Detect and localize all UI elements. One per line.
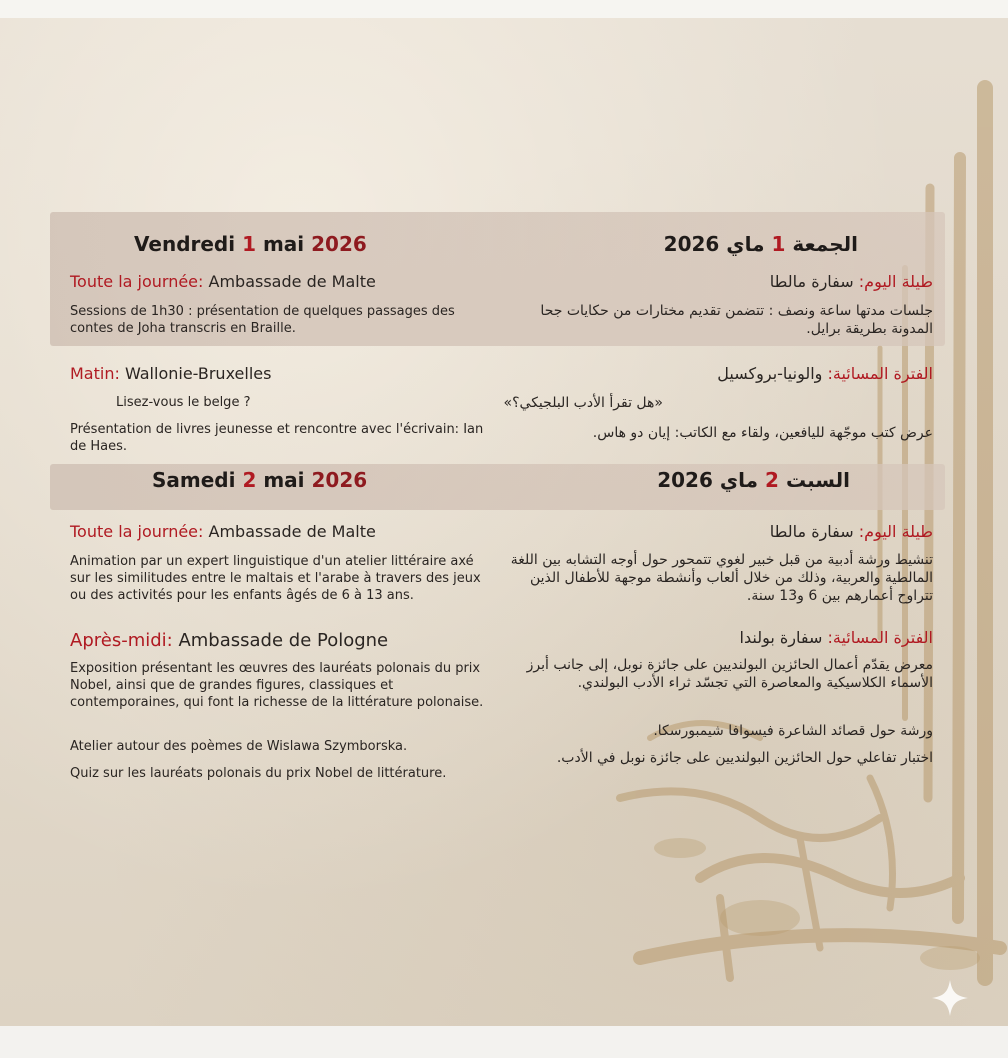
saturday-fr-afternoon: Après-midi: Ambassade de Pologne (70, 630, 389, 651)
friday-ar-evening-title: «هل تقرأ الأدب البلجيكي؟» (503, 395, 663, 411)
saturday-fr-workshop: Atelier autour des poèmes de Wislawa Szymborska. (70, 739, 408, 754)
saturday-fr-afternoon-desc: Exposition présentant les œuvres des lauréats polonais du prix Nobel, ainsi que de grandes figures, classiques et contemporaines, qui font la richesse de la littérature polonaise. (70, 661, 484, 710)
program-page (0, 18, 1008, 1026)
friday-fr-allday: Toute la journée: Ambassade de Malte (70, 272, 376, 291)
friday-fr-morning: Matin: Wallonie-Bruxelles (70, 364, 272, 383)
saturday-ar-evening-desc: معرض يقدّم أعمال الحائزين البولنديين على جائزة نوبل، إلى جانب أبرز الأسماء الكلاسيكية والمعاصرة التي تجسّد ثراء الأدب البولندي. (526, 657, 933, 691)
saturday-ar-quiz: اختبار تفاعلي حول الحائزين البولنديين على جائزة نوبل في الأدب. (556, 750, 933, 766)
friday-ar-evening: الفترة المسائية: والونيا-بروكسيل (717, 364, 933, 383)
saturday-ar-evening: الفترة المسائية: سفارة بولندا (739, 628, 933, 647)
friday-ar-heading: الجمعة 1 ماي 2026 (663, 232, 858, 256)
friday-fr-morning-desc: Présentation de livres jeunesse et rencontre avec l'écrivain: Ian de Haes. (70, 422, 484, 454)
saturday-ar-allday: طيلة اليوم: سفارة مالطا (769, 522, 933, 541)
saturday-fr-quiz: Quiz sur les lauréats polonais du prix Nobel de littérature. (70, 766, 447, 781)
friday-fr-heading: Vendredi 1 mai 2026 (134, 232, 367, 256)
saturday-fr-heading: Samedi 2 mai 2026 (152, 468, 368, 492)
saturday-ar-allday-desc: تنشيط ورشة أدبية من قبل خبير لغوي تتمحور حول أوجه التشابه بين اللغة المالطية والعربية، وذلك من خلال ألعاب وأنشطة موجهة للأطفال الذين تتراوح أعمارهم بين 6 و13 سنة. (510, 552, 933, 604)
friday-fr-morning-title: Lisez-vous le belge ? (116, 395, 251, 410)
bottom-margin (0, 1026, 1008, 1058)
friday-ar-evening-desc: عرض كتب موجّهة لليافعين، ولقاء مع الكاتب: إيان دو هاس. (592, 425, 933, 441)
friday-ar-allday: طيلة اليوم: سفارة مالطا (769, 272, 933, 291)
saturday-ar-workshop: ورشة حول قصائد الشاعرة فيسوافا شيمبورسكا. (653, 723, 933, 739)
saturday-fr-allday-desc: Animation par un expert linguistique d'un atelier littéraire axé sur les similitudes entre le maltais et l'arabe à travers des jeux ou des activités pour les enfants âgés de 6 à 13 ans. (70, 554, 481, 603)
saturday-ar-heading: السبت 2 ماي 2026 (657, 468, 850, 492)
saturday-fr-allday: Toute la journée: Ambassade de Malte (70, 522, 376, 541)
sparkle-icon (930, 978, 970, 1018)
friday-fr-allday-desc: Sessions de 1h30 : présentation de quelques passages des contes de Joha transcris en Braille. (70, 304, 455, 336)
friday-ar-allday-desc: جلسات مدتها ساعة ونصف : تتضمن تقديم مختارات من حكايات جحا المدونة بطريقة برايل. (540, 303, 933, 337)
